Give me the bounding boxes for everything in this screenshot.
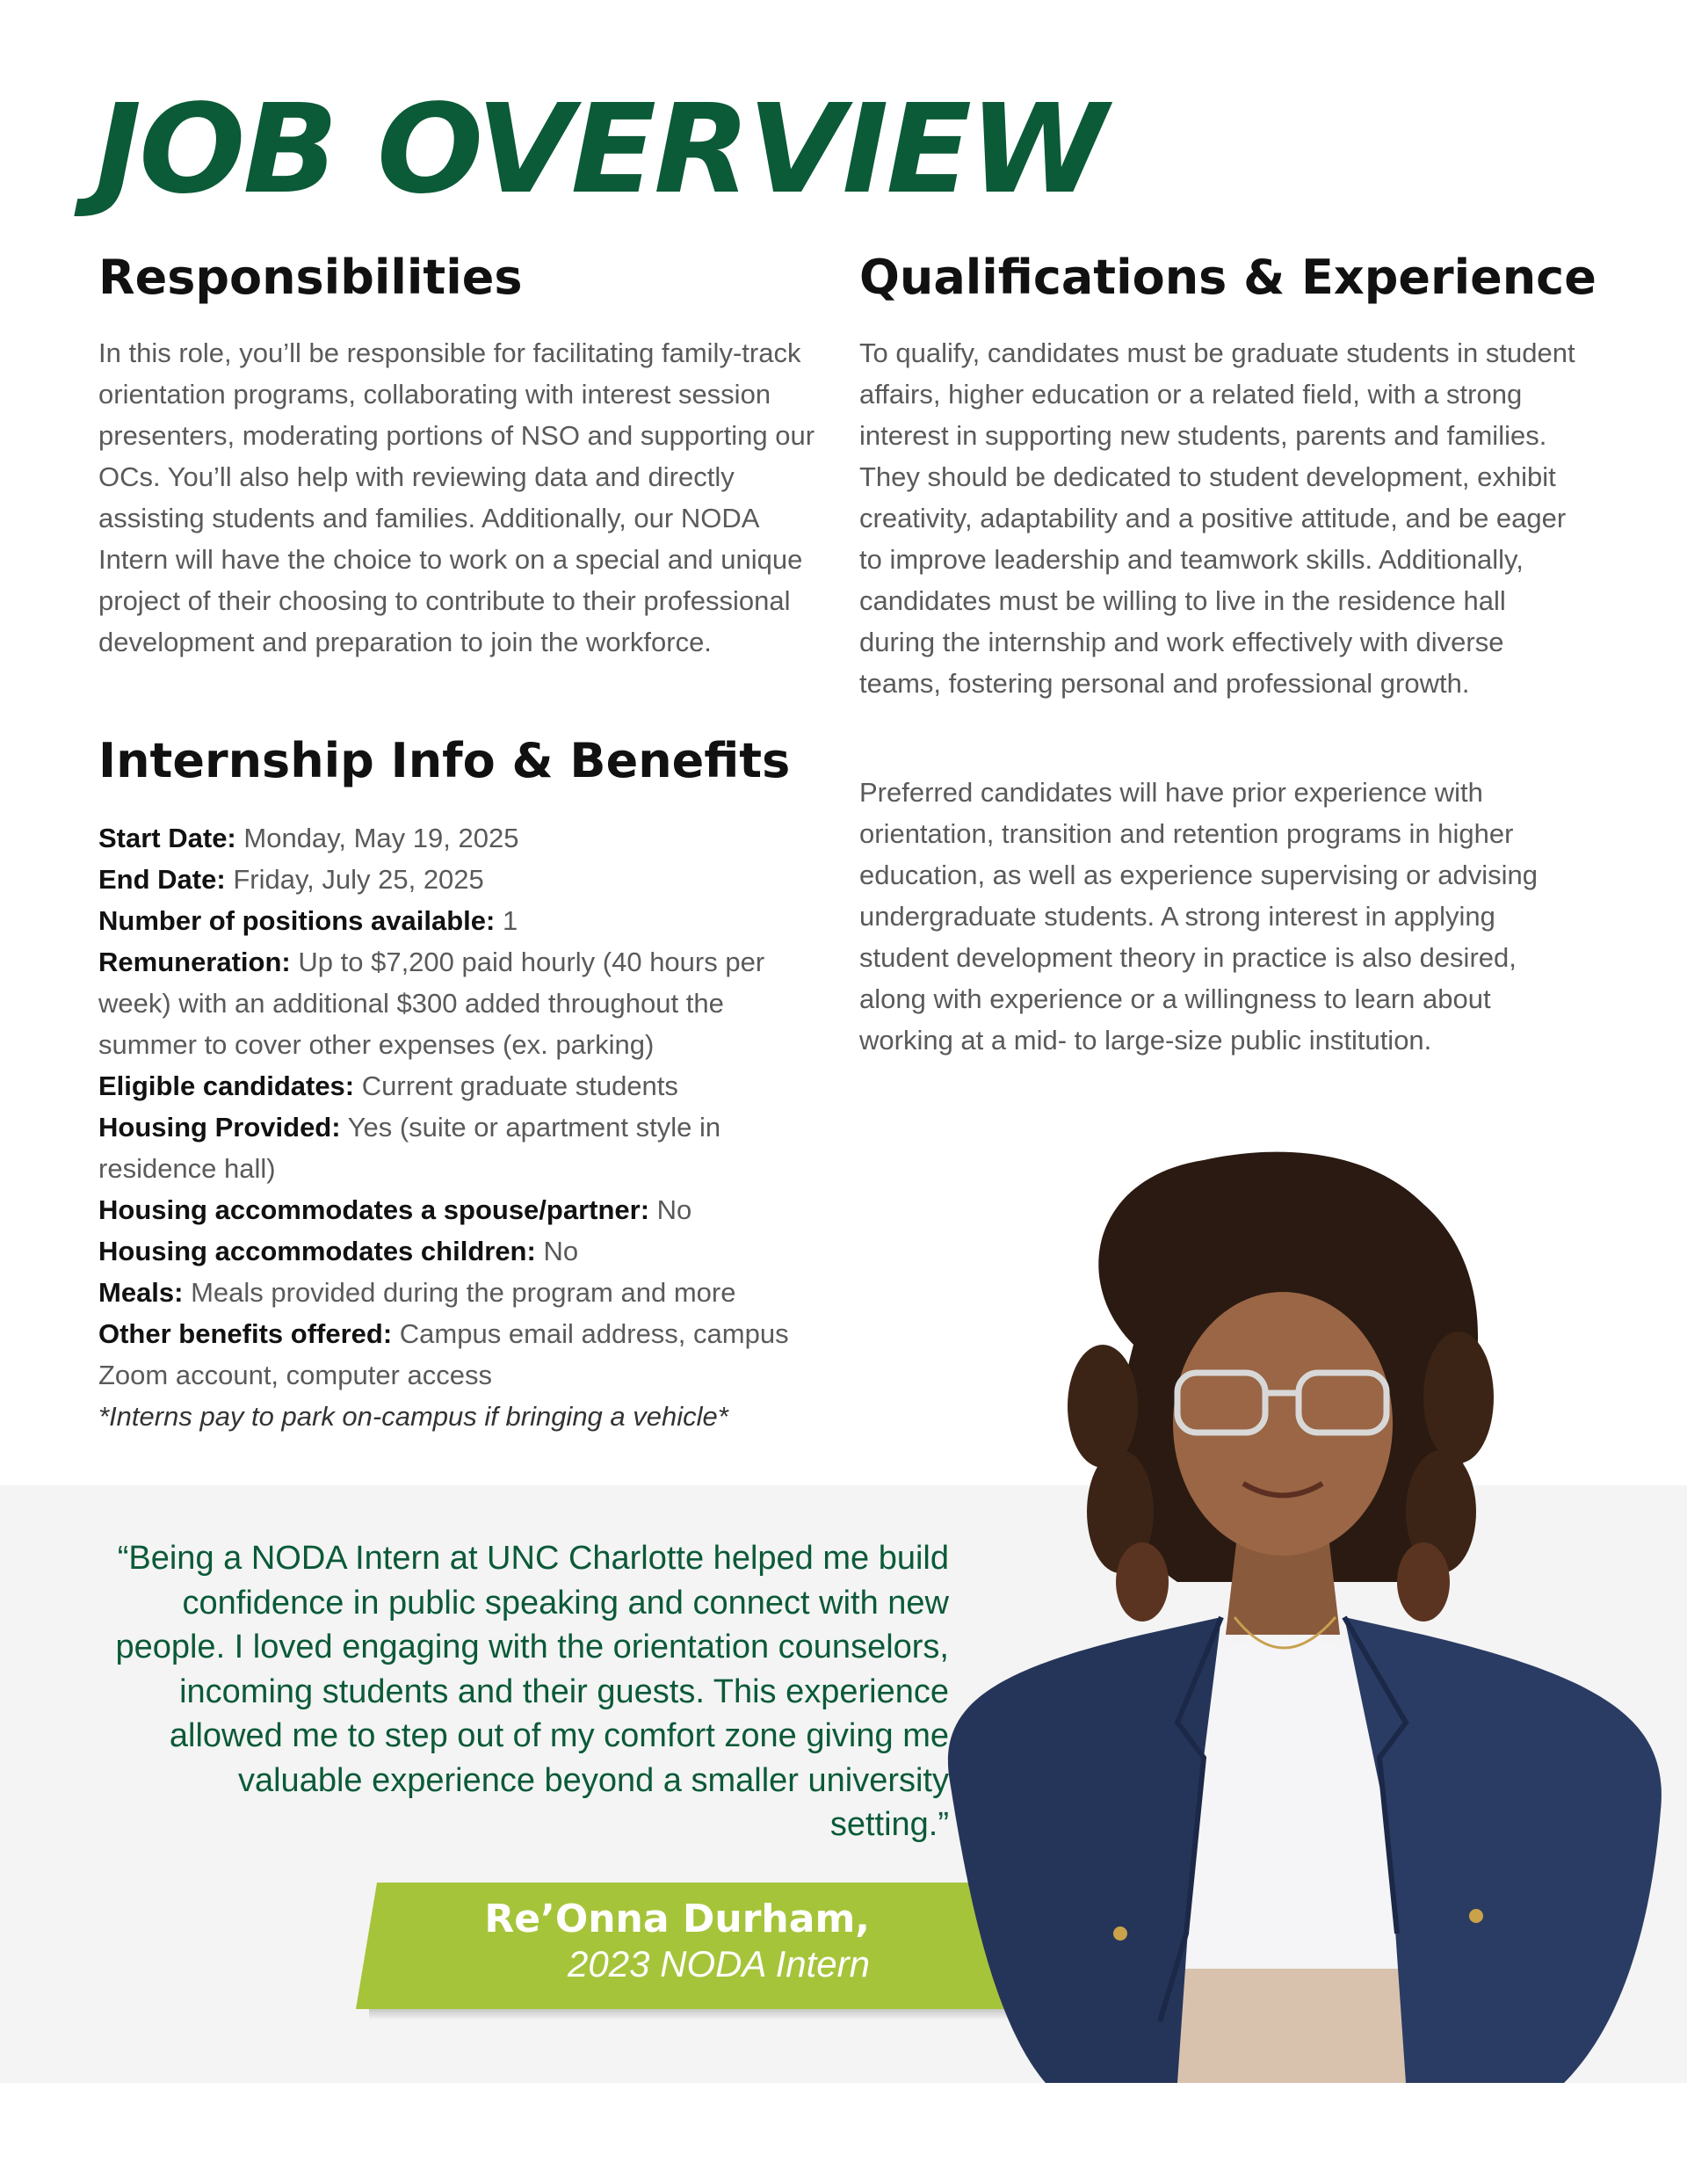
intern-portrait-image	[914, 1143, 1669, 2083]
testimonial-quote: “Being a NODA Intern at UNC Charlotte helped me build confidence in public speaking and connect with new people. I loved engaging with the orientation counselors, incoming students and their guests. This experience allowed me to step out of my comfort zone giving me valuable experience beyond a smaller university setting.”	[115, 1540, 949, 1843]
info-item-eligible	[98, 1065, 828, 1107]
info-value: 1	[502, 905, 518, 936]
internship-heading: Internship Info & Benefits	[98, 733, 791, 788]
info-label: End Date:	[98, 864, 226, 895]
info-item-start-date	[98, 817, 828, 859]
portrait-blazer-left	[948, 1617, 1221, 2083]
testimonial-attribution	[439, 1897, 870, 1986]
info-value: No	[656, 1194, 692, 1225]
info-label: Housing accommodates a spouse/partner:	[98, 1194, 650, 1225]
parking-note: *Interns pay to park on-campus if bringing a vehicle*	[98, 1401, 728, 1432]
info-label: Remuneration:	[98, 947, 291, 977]
qualifications-text-2: Preferred candidates will have prior experience with orientation, transition and retention programs in higher education, as well as experience supervising or advising undergraduate students. A strong interest in applying student development theory in practice is also desired, along with experience or a willingness to learn about working at a mid- to large-size public institution.	[859, 777, 1538, 1056]
page-title: JOB OVERVIEW	[95, 78, 1105, 221]
qualifications-text-1: To qualify, candidates must be graduate students in student affairs, higher education or a related field, with a strong interest in supporting new students, parents and families. They should be dedicated to student development, exhibit creativity, adaptability and a positive attitude, and be eager to improve leadership and teamwork skills. Additionally, candidates must be willing to live in the residence hall during the internship and work effectively with diverse teams, fostering personal and professional growth.	[859, 337, 1575, 699]
info-item-housing-partner	[98, 1189, 828, 1230]
info-label: Housing accommodates children:	[98, 1236, 536, 1266]
info-label: Number of positions available:	[98, 905, 496, 936]
info-item-meals	[98, 1272, 828, 1313]
info-value: Up to $7,200 paid hourly (40 hours per week) with an additional $300 added throughout the summer to cover other expenses (ex. parking)	[98, 947, 765, 1060]
internship-info-list	[98, 817, 828, 1437]
qualifications-heading: Qualifications & Experience	[859, 250, 1596, 305]
info-label: Housing Provided:	[98, 1112, 341, 1143]
info-item-other-benefits	[98, 1313, 828, 1396]
info-label: Start Date:	[98, 823, 236, 853]
info-label: Eligible candidates:	[98, 1070, 355, 1101]
responsibilities-text: In this role, you’ll be responsible for facilitating family-track orientation programs, collaborating with interest session presenters, moderating portions of NSO and supporting our OCs. You’ll also help with reviewing data and directly assisting students and families. Additionally, our NODA Intern will have the choice to work on a special and unique project of their choosing to contribute to their professional development and preparation to join the workforce.	[98, 337, 815, 657]
info-item-housing	[98, 1107, 828, 1189]
info-value: No	[543, 1236, 579, 1266]
info-value: Current graduate students	[361, 1070, 678, 1101]
info-label: Other benefits offered:	[98, 1318, 393, 1349]
portrait-button	[1469, 1909, 1483, 1923]
portrait-face	[1173, 1292, 1393, 1556]
portrait-pants	[1142, 1969, 1441, 2083]
testimonial-name: Re’Onna Durham,	[484, 1897, 870, 1941]
info-value: Meals provided during the program and more	[191, 1277, 736, 1308]
info-item-positions	[98, 900, 828, 941]
info-value: Monday, May 19, 2025	[243, 823, 519, 853]
info-value: Friday, July 25, 2025	[233, 864, 484, 895]
info-label: Meals:	[98, 1277, 184, 1308]
info-item-remuneration	[98, 941, 828, 1065]
info-item-housing-children	[98, 1230, 828, 1272]
responsibilities-heading: Responsibilities	[98, 250, 523, 305]
testimonial-role: 2023 NODA Intern	[568, 1943, 870, 1984]
portrait-button	[1113, 1926, 1127, 1941]
info-value: Campus email address, campus Zoom account, computer access	[98, 1318, 789, 1390]
info-item-end-date	[98, 859, 828, 900]
info-value: Yes (suite or apartment style in residence hall)	[98, 1112, 721, 1184]
